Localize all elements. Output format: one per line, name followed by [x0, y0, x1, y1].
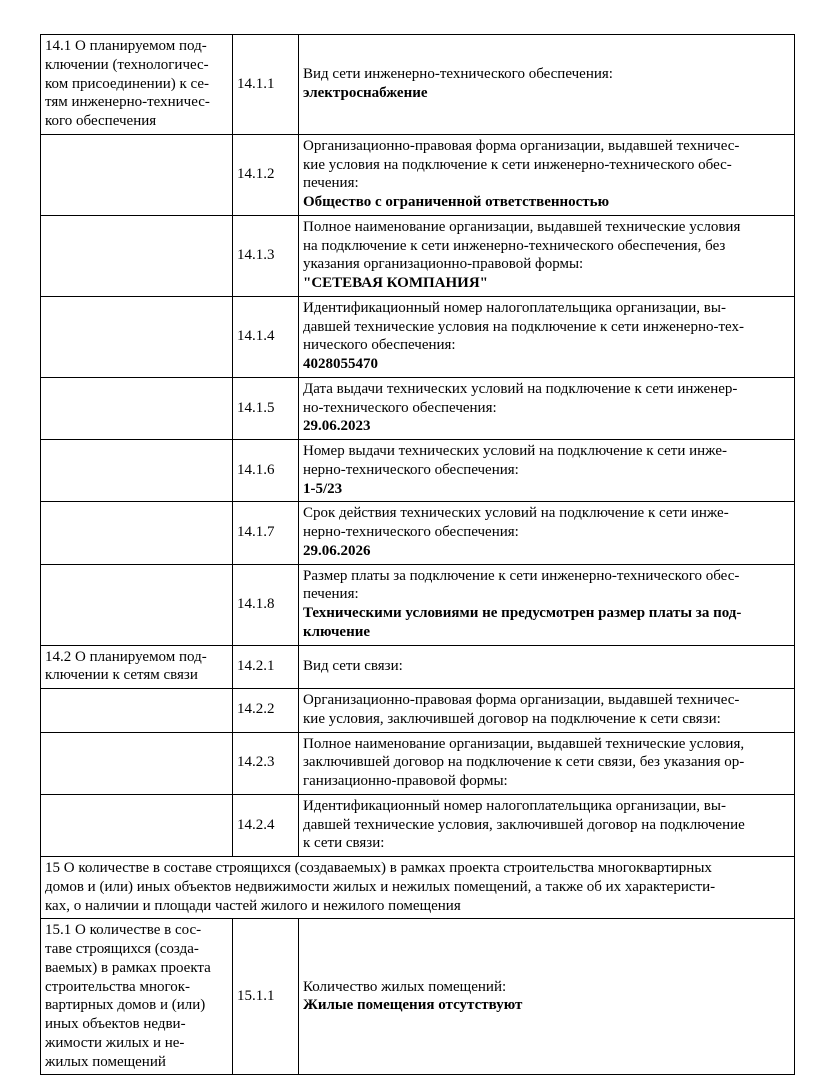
- item-value: Техническими условиями не предусмотрен размер платы за под- ключение: [303, 605, 742, 640]
- item-value: Жилые помещения отсутствуют: [303, 997, 523, 1014]
- table-row: [41, 564, 795, 645]
- item-description: Дата выдачи технических условий на подключение к сети инженер- но-технического обеспечения:: [303, 380, 738, 416]
- item-description: Срок действия технических условий на подключение к сети инже- нерно-технического обеспечения:: [303, 505, 729, 540]
- item-code-cell: 14.1.8: [233, 564, 299, 645]
- section-label-cell: [41, 134, 233, 215]
- item-content-cell: [299, 134, 795, 215]
- item-description: Полное наименование организации, выдавшей технические условия на подключение к сети инженерно-технического обеспечения, без указания организационно-правовой формы:: [303, 218, 741, 273]
- table-row: [41, 440, 795, 502]
- item-description: Организационно-правовая форма организации, выдавшей техничес- кие условия, заключившей договор на подключение к сети связи:: [303, 692, 740, 727]
- section-label-cell: [41, 215, 233, 296]
- item-description: Идентификационный номер налогоплательщика организации, вы- давшей технические условия, заключившей договор на подключение к сети связи:: [303, 797, 745, 852]
- item-description: Организационно-правовая форма организации, выдавшей техничес- кие условия на подключение к сети инженерно-технического обес- печения:: [303, 137, 740, 192]
- section-label-cell: [41, 502, 233, 564]
- table-row: [41, 794, 795, 856]
- item-description: Идентификационный номер налогоплательщика организации, вы- давшей технические условия на подключение к сети инженерно-тех- нического обеспечения:: [303, 299, 744, 354]
- declaration-table: [40, 34, 795, 1075]
- item-code-cell: 14.2.3: [233, 732, 299, 794]
- item-code-cell: 15.1.1: [233, 919, 299, 1075]
- table-row: [41, 645, 795, 689]
- item-code-cell: 14.1.7: [233, 502, 299, 564]
- section-label-cell: [41, 564, 233, 645]
- item-value: Общество с ограниченной ответственностью: [303, 194, 610, 210]
- section-label-cell: [41, 794, 233, 856]
- section-label-cell: [41, 377, 233, 439]
- item-value: 29.06.2023: [303, 418, 371, 435]
- item-description: Полное наименование организации, выдавшей технические условия, заключившей договор на подключение к сети связи, без указания ор- ганизационно-правовой формы:: [303, 735, 745, 789]
- section-label-cell: [41, 732, 233, 794]
- item-content-cell: [299, 215, 795, 296]
- table-row: [41, 215, 795, 296]
- table-row: [41, 732, 795, 794]
- item-content-cell: [299, 296, 795, 377]
- table-row: [41, 377, 795, 439]
- item-description: Размер платы за подключение к сети инженерно-технического обес- печения:: [303, 567, 740, 603]
- item-code-cell: 14.1.6: [233, 440, 299, 502]
- item-content-cell: [299, 645, 795, 689]
- section-label-cell: 15.1 О количестве в сос- таве строящихся (созда- ваемых) в рамках проекта строительства многок- вартирных домов и (или) иных объектов недви- жимости жилых и не- жилых помещений: [41, 919, 233, 1075]
- item-content-cell: [299, 794, 795, 856]
- item-description: Количество жилых помещений:: [303, 978, 507, 995]
- item-content-cell: [299, 35, 795, 135]
- item-description: Номер выдачи технических условий на подключение к сети инже- нерно-технического обеспечения:: [303, 443, 727, 478]
- item-value: 1-5/23: [303, 480, 343, 497]
- item-value: 29.06.2026: [303, 542, 371, 559]
- item-code-cell: 14.2.4: [233, 794, 299, 856]
- item-content-cell: [299, 377, 795, 439]
- item-code-cell: 14.1.1: [233, 35, 299, 135]
- section-label-cell: [41, 689, 233, 733]
- section-header-cell: 15 О количестве в составе строящихся (создаваемых) в рамках проекта строительства многоквартирных домов и (или) иных объектов недвижимости жилых и нежилых помещений, а также об их характеристи- ках, о наличии и площади частей жилого и нежилого помещения: [41, 857, 795, 919]
- section-header-row: [41, 857, 795, 919]
- item-content-cell: [299, 502, 795, 564]
- item-code-cell: 14.2.2: [233, 689, 299, 733]
- section-label-cell: 14.1 О планируемом под- ключении (технологичес- ком присоединении) к се- тям инженерно-техничес- кого обеспечения: [41, 35, 233, 135]
- item-code-cell: 14.1.2: [233, 134, 299, 215]
- table-row: [41, 919, 795, 1075]
- declaration-table-body: [41, 35, 795, 1075]
- item-content-cell: [299, 732, 795, 794]
- item-value: 4028055470: [303, 356, 378, 372]
- item-value: "СЕТЕВАЯ КОМПАНИЯ": [303, 275, 488, 291]
- table-row: [41, 502, 795, 564]
- item-code-cell: 14.1.4: [233, 296, 299, 377]
- section-label-cell: 14.2 О планируемом под- ключении к сетям связи: [41, 645, 233, 689]
- item-code-cell: 14.2.1: [233, 645, 299, 689]
- table-row: [41, 296, 795, 377]
- item-content-cell: [299, 440, 795, 502]
- item-content-cell: [299, 564, 795, 645]
- item-content-cell: [299, 689, 795, 733]
- table-row: [41, 689, 795, 733]
- item-content-cell: [299, 919, 795, 1075]
- item-value: электроснабжение: [303, 84, 428, 101]
- item-code-cell: 14.1.3: [233, 215, 299, 296]
- item-description: Вид сети инженерно-технического обеспечения:: [303, 66, 613, 83]
- section-label-cell: [41, 440, 233, 502]
- item-code-cell: 14.1.5: [233, 377, 299, 439]
- section-label-cell: [41, 296, 233, 377]
- table-row: [41, 35, 795, 135]
- table-row: [41, 134, 795, 215]
- item-description: Вид сети связи:: [303, 657, 403, 674]
